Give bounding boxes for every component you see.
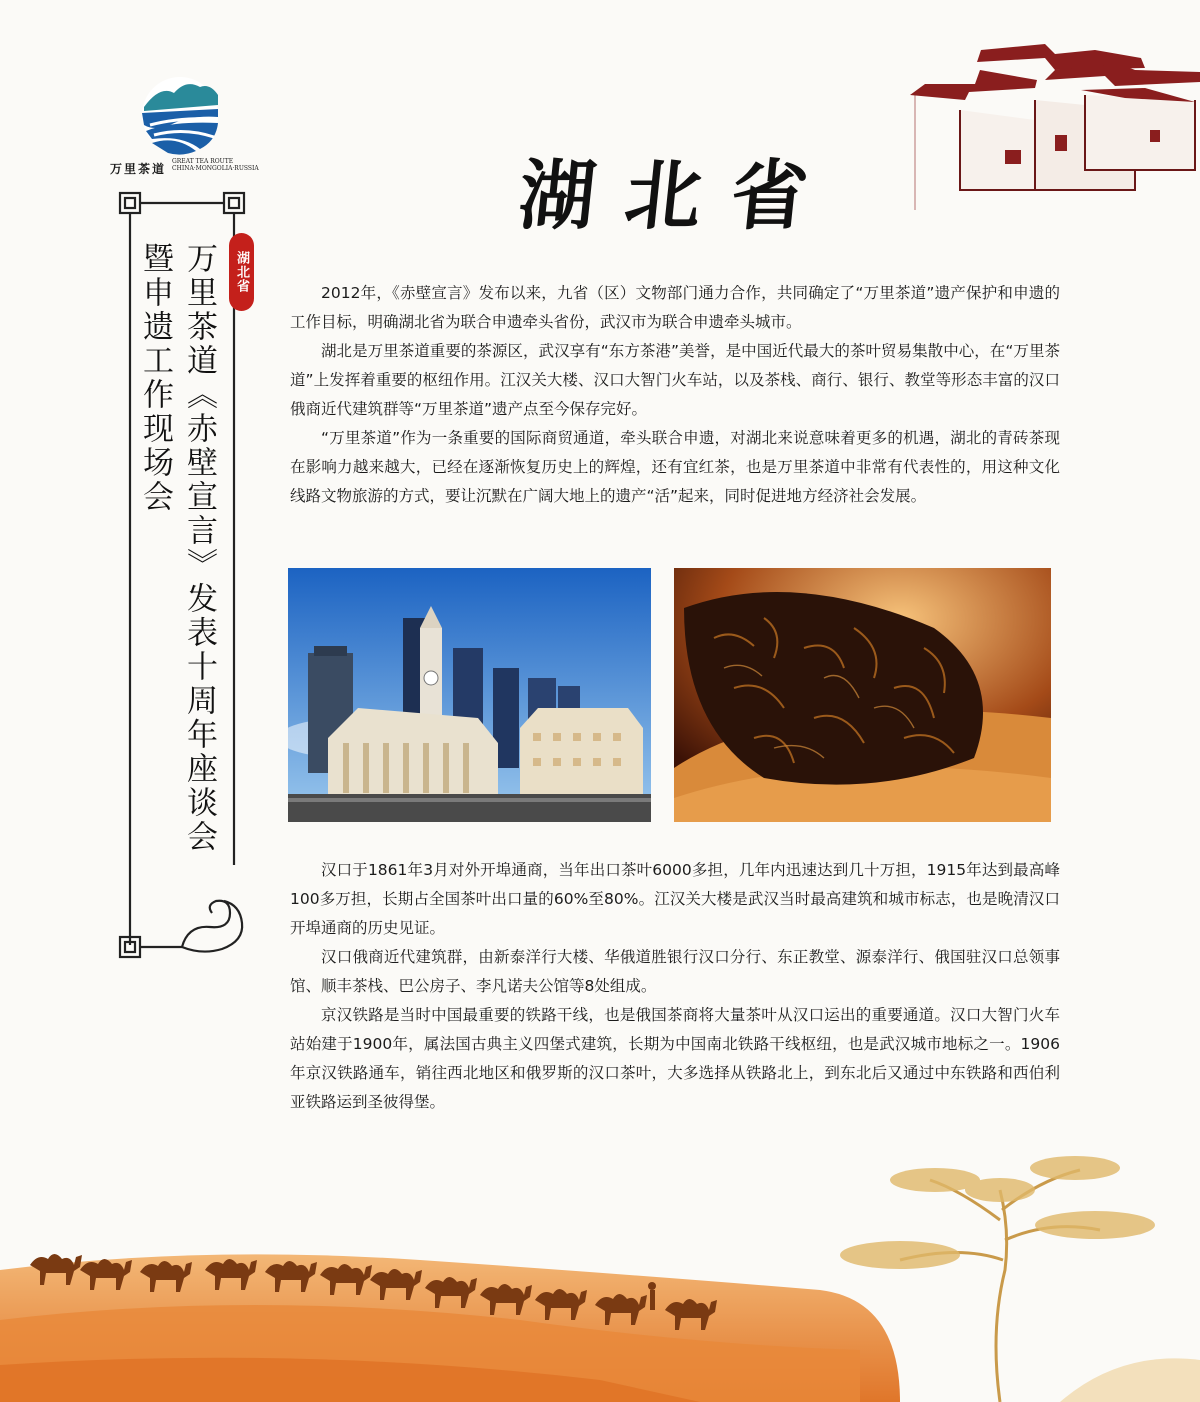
logo-english-text: GREAT TEA ROUTE CHINA·MONGOLIA·RUSSIA xyxy=(172,158,259,172)
jianghan-customs-building-photo xyxy=(288,568,651,822)
black-tea-leaves-photo xyxy=(674,568,1051,822)
paragraph-chibi-declaration: 2012年，《赤壁宣言》发布以来，九省（区）文物部门通力合作，共同确定了“万里茶道”遗产保护和申遗的工作目标，明确湖北省为联合申遗牵头省份，武汉市为联合申遗牵头城市。 xyxy=(290,284,1060,331)
province-seal: 湖北省 xyxy=(229,233,254,311)
paragraph-hankou-port: 汉口于1861年3月对外开埠通商，当年出口茶叶6000多担，几年内迅速达到几十万担，1915年达到最高峰100多万担，长期占全国茶叶出口量的60%至80%。江汉关大楼是武汉当时最高建筑和城市标志，也是晚清汉口开埠通商的历史见证。 xyxy=(290,861,1060,937)
paragraph-russian-buildings: 汉口俄商近代建筑群，由新泰洋行大楼、华俄道胜银行汉口分行、东正教堂、源泰洋行、俄国驻汉口总领事馆、顺丰茶栈、巴公房子、李凡诺夫公馆等8处组成。 xyxy=(290,948,1060,995)
page-title: 湖北省 xyxy=(514,151,843,240)
paragraph-trade-route: “万里茶道”作为一条重要的国际商贸通道，牵头联合申遗，对湖北来说意味着更多的机遇，湖北的青砖茶现在影响力越来越大，已经在逐渐恢复历史上的辉煌，还有宜红茶，也是万里茶道中非常有代表性的，用这种文化线路文物旅游的方式，要让沉默在广阔大地上的遗产“活”起来，同时促进地方经济社会发展。 xyxy=(290,429,1060,505)
logo-chinese-text: 万里茶道 xyxy=(110,162,167,176)
sidebar-title-line-1: 万里茶道《赤壁宣言》发表十周年座谈会 xyxy=(181,242,217,854)
traditional-houses-illustration xyxy=(905,40,1200,210)
sidebar-title-line-2: 暨申遗工作现场会 xyxy=(137,242,173,514)
paragraph-hubei-tea-source: 湖北是万里茶道重要的茶源区，武汉享有“东方茶港”美誉，是中国近代最大的茶叶贸易集散中心，在“万里茶道”上发挥着重要的枢纽作用。江汉关大楼、汉口大智门火车站，以及茶栈、商行、银行、教堂等形态丰富的汉口俄商近代建筑群等“万里茶道”遗产点至今保存完好。 xyxy=(290,342,1060,418)
desert-caravan-illustration xyxy=(0,1150,1200,1402)
paragraph-jinghan-railway: 京汉铁路是当时中国最重要的铁路干线，也是俄国茶商将大量茶叶从汉口运出的重要通道。汉口大智门火车站始建于1900年，属法国古典主义四堡式建筑，长期为中国南北铁路干线枢纽，也是武汉城市地标之一。1906年京汉铁路通车，销往西北地区和俄罗斯的汉口茶叶，大多选择从铁路北上，到东北后又通过中东铁路和西伯利亚铁路运到圣彼得堡。 xyxy=(290,1006,1060,1111)
